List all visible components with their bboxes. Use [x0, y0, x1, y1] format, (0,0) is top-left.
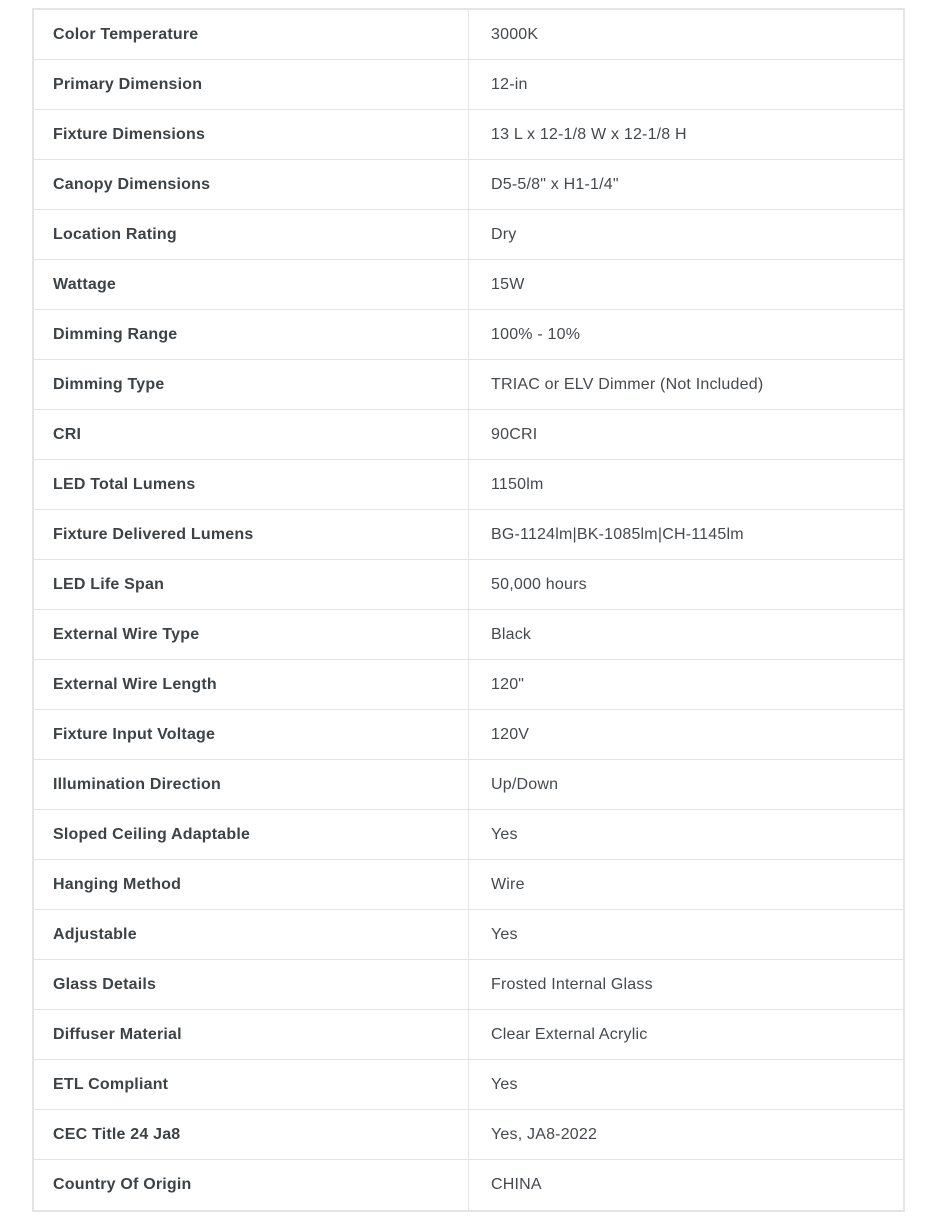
- spec-label: LED Total Lumens: [34, 460, 469, 509]
- spec-label: Glass Details: [34, 960, 469, 1009]
- spec-value: 120V: [491, 725, 530, 743]
- spec-value: Yes: [491, 825, 518, 843]
- spec-label: Country Of Origin: [34, 1160, 469, 1210]
- table-row: [34, 560, 903, 610]
- spec-label: Hanging Method: [34, 860, 469, 909]
- spec-value: Black: [491, 625, 532, 643]
- table-row: [34, 710, 903, 760]
- table-row: [34, 960, 903, 1010]
- table-row: [34, 110, 903, 160]
- spec-label: Dimming Range: [34, 310, 469, 359]
- table-row: [34, 910, 903, 960]
- spec-label: CRI: [34, 410, 469, 459]
- table-row: [34, 10, 903, 60]
- spec-value: 90CRI: [491, 425, 538, 443]
- spec-label: Canopy Dimensions: [34, 160, 469, 209]
- spec-label: External Wire Length: [34, 660, 469, 709]
- spec-value: 120": [491, 675, 525, 693]
- spec-label: LED Life Span: [34, 560, 469, 609]
- spec-value: BG-1124lm|BK-1085lm|CH-1145lm: [491, 525, 744, 543]
- product-spec-table: [32, 8, 905, 1212]
- spec-value: Clear External Acrylic: [491, 1025, 648, 1043]
- spec-value: Wire: [491, 875, 525, 893]
- table-row: [34, 260, 903, 310]
- table-row: [34, 160, 903, 210]
- table-row: [34, 360, 903, 410]
- table-row: [34, 310, 903, 360]
- table-row: [34, 1060, 903, 1110]
- spec-label: Dimming Type: [34, 360, 469, 409]
- spec-value: 13 L x 12-1/8 W x 12-1/8 H: [491, 125, 687, 143]
- spec-value: 1150lm: [491, 475, 544, 493]
- spec-value: 15W: [491, 275, 525, 293]
- spec-label: Fixture Input Voltage: [34, 710, 469, 759]
- spec-value: Up/Down: [491, 775, 559, 793]
- spec-value: Yes: [491, 1075, 518, 1093]
- table-row: [34, 510, 903, 560]
- spec-label: Wattage: [34, 260, 469, 309]
- spec-value: Yes: [491, 925, 518, 943]
- spec-label: Primary Dimension: [34, 60, 469, 109]
- table-row: [34, 760, 903, 810]
- spec-value: D5-5/8" x H1-1/4": [491, 175, 619, 193]
- spec-value: 100% - 10%: [491, 325, 581, 343]
- table-row: [34, 460, 903, 510]
- spec-value: Yes, JA8-2022: [491, 1125, 598, 1143]
- spec-label: Fixture Dimensions: [34, 110, 469, 159]
- spec-value: 12-in: [491, 75, 528, 93]
- table-row: [34, 860, 903, 910]
- table-row: [34, 660, 903, 710]
- spec-value: CHINA: [491, 1176, 542, 1193]
- spec-label: Illumination Direction: [34, 760, 469, 809]
- spec-label: Fixture Delivered Lumens: [34, 510, 469, 559]
- spec-label: ETL Compliant: [34, 1060, 469, 1109]
- spec-label: External Wire Type: [34, 610, 469, 659]
- spec-value: 3000K: [491, 25, 539, 43]
- spec-value: Dry: [491, 225, 517, 243]
- spec-value: TRIAC or ELV Dimmer (Not Included): [491, 375, 764, 393]
- table-row: [34, 210, 903, 260]
- spec-value: 50,000 hours: [491, 575, 587, 593]
- spec-label: Adjustable: [34, 910, 469, 959]
- spec-label: Sloped Ceiling Adaptable: [34, 810, 469, 859]
- table-row: [34, 1010, 903, 1060]
- spec-label: Location Rating: [34, 210, 469, 259]
- table-row: [34, 60, 903, 110]
- table-row: [34, 1160, 903, 1210]
- table-row: [34, 410, 903, 460]
- spec-value: Frosted Internal Glass: [491, 975, 653, 993]
- spec-label: CEC Title 24 Ja8: [34, 1110, 469, 1159]
- table-row: [34, 610, 903, 660]
- table-row: [34, 810, 903, 860]
- spec-label: Diffuser Material: [34, 1010, 469, 1059]
- table-row: [34, 1110, 903, 1160]
- spec-label: Color Temperature: [34, 10, 469, 59]
